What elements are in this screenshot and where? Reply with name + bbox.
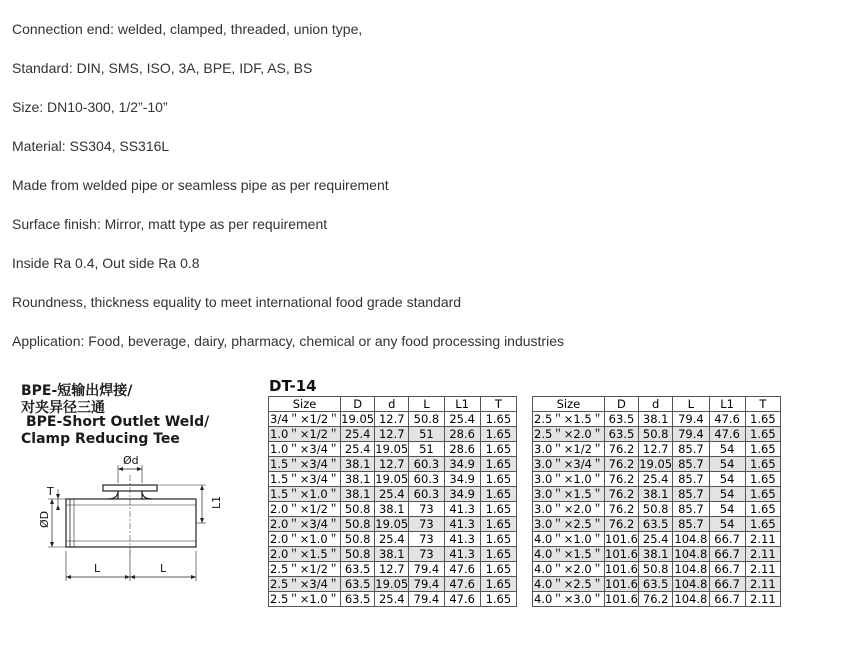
table-row [533,532,781,547]
table-cell: 1.65 [480,457,516,472]
table-row [533,427,781,442]
table-cell: 2.0＂×3/4＂ [270,517,340,531]
table-cell: 1.65 [745,442,780,457]
table-cell: 34.9 [444,487,480,502]
table-cell: 47.6 [444,592,480,607]
spec-connection-end: Connection end: welded, clamped, threaded, union type, [12,21,363,37]
spec-roundness: Roundness, thickness equality to meet international food grade standard [12,294,462,310]
header-t: T [480,397,516,412]
table-cell: 12.7 [375,412,409,427]
table-cell: 38.1 [639,487,673,502]
table-cell: 85.7 [673,517,709,532]
table-row [269,562,517,577]
table-cell: 2.5＂×1/2＂ [270,562,340,576]
table-cell: 2.5＂×1.0＂ [270,592,340,606]
table-cell: 1.65 [480,487,516,502]
table-cell: 1.65 [745,502,780,517]
table-cell: 63.5 [604,412,638,427]
table-cell: 4.0＂×2.0＂ [534,562,604,576]
table-cell: 79.4 [409,592,444,607]
table-cell: 1.65 [480,592,516,607]
table-cell: 1.5＂×3/4＂ [270,457,340,471]
table-cell: 50.8 [341,532,375,547]
table-cell: 50.8 [409,412,444,427]
table-cell: 79.4 [409,562,444,577]
table-cell: 63.5 [341,592,375,607]
table-cell: 76.2 [639,592,673,607]
table-cell: 66.7 [709,577,745,592]
table-cell: 1.65 [480,517,516,532]
table-cell: 12.7 [375,457,409,472]
table-cell: 1.65 [480,577,516,592]
table-cell: 47.6 [709,427,745,442]
table-cell: 54 [709,502,745,517]
table-cell: 41.3 [444,517,480,532]
table-cell: 2.5＂×2.0＂ [534,427,604,441]
table-cell: 1.65 [480,562,516,577]
table-cell: 12.7 [639,442,673,457]
table-row [269,487,517,502]
table-row [533,517,781,532]
table-cell: 3.0＂×3/4＂ [534,457,604,471]
table-cell: 1.65 [480,412,516,427]
table-cell: 25.4 [341,427,375,442]
table-row [269,427,517,442]
table-cell: 1.0＂×1/2＂ [270,427,340,441]
table-cell: 104.8 [674,562,708,576]
table-cell: 101.6 [605,562,638,576]
table-cell: 38.1 [375,547,409,562]
table-cell: 47.6 [709,412,745,427]
table-cell: 54 [709,487,745,502]
header-size: Size [533,397,605,412]
table-cell: 1.5＂×3/4＂ [270,472,340,486]
table-cell: 79.4 [673,412,709,427]
spec-surface-finish: Surface finish: Mirror, matt type as per requirement [12,216,328,232]
spec-size: Size: DN10-300, 1/2”-10” [12,99,168,115]
table-cell: 4.0＂×2.5＂ [534,577,604,591]
header-l: L [409,397,444,412]
table-cell: 1.65 [480,472,516,487]
diagram-title-en-1: BPE-Short Outlet Weld/ [26,414,210,430]
table-cell: 50.8 [639,562,673,577]
spec-standard: Standard: DIN, SMS, ISO, 3A, BPE, IDF, AS, BS [12,60,313,76]
table-cell: 38.1 [375,502,409,517]
table-cell: 85.7 [673,442,709,457]
table-cell: 66.7 [709,547,745,562]
table-cell: 85.7 [673,487,709,502]
table-cell: 101.6 [605,592,638,606]
table-cell: 104.8 [674,547,708,561]
table-cell: 19.05 [375,577,409,591]
table-cell: 104.8 [674,592,708,606]
table-cell: 3.0＂×1.0＂ [534,472,604,486]
table-cell: 38.1 [341,472,375,487]
table-cell: 1.65 [745,517,780,532]
diagram-title-cn-1: BPE-短输出焊接/ [21,383,133,399]
table-cell: 25.4 [375,487,409,502]
table-cell: 19.05 [639,457,673,471]
table-cell: 3.0＂×1/2＂ [534,442,604,456]
table-cell: 1.65 [480,442,516,457]
table-row [533,412,781,427]
table-cell: 50.8 [639,502,673,517]
table-row [533,502,781,517]
table-row [269,502,517,517]
table-cell: 2.11 [745,562,780,577]
table-cell: 76.2 [604,472,638,487]
table-cell: 25.4 [375,592,409,607]
table-cell: 1.65 [480,502,516,517]
table-row [269,472,517,487]
table-cell: 28.6 [444,427,480,442]
spec-made-from: Made from welded pipe or seamless pipe as per requirement [12,177,389,193]
table-cell: 76.2 [604,517,638,532]
table-cell: 79.4 [673,427,709,442]
table-cell: 76.2 [604,442,638,457]
table-cell: 50.8 [341,517,375,532]
table-cell: 60.3 [409,472,444,487]
table-cell: 3.0＂×1.5＂ [534,487,604,501]
spec-roughness: Inside Ra 0.4, Out side Ra 0.8 [12,255,200,271]
table-cell: 19.05 [375,442,409,456]
table-cell: 63.5 [639,517,673,532]
table-cell: 41.3 [444,532,480,547]
table-row [533,457,781,472]
table-cell: 4.0＂×1.5＂ [534,547,604,561]
table-row [269,577,517,592]
table-cell: 76.2 [604,487,638,502]
table-cell: 54 [709,457,745,472]
table-cell: 38.1 [639,412,673,427]
table-cell: 1.0＂×3/4＂ [270,442,340,456]
table-cell: 1.65 [745,472,780,487]
table-row [533,577,781,592]
diagram-title-cn-2: 对夹异径三通 [21,400,105,416]
table-cell: 50.8 [639,427,673,442]
table-cell: 101.6 [605,532,638,546]
table-cell: 41.3 [444,502,480,517]
table-row [269,517,517,532]
table-cell: 63.5 [639,577,673,592]
table-row [533,487,781,502]
table-row [533,562,781,577]
table-cell: 2.11 [745,547,780,562]
table-cell: 4.0＂×3.0＂ [534,592,604,606]
table-cell: 25.4 [341,442,375,457]
table-cell: 2.0＂×1.5＂ [270,547,340,561]
table-cell: 2.0＂×1.0＂ [270,532,340,546]
header-d-outer: D [341,397,375,412]
table-cell: 63.5 [341,562,375,577]
table-cell: 2.11 [745,577,780,592]
table-cell: 73 [409,502,444,517]
table-row [269,457,517,472]
header-d-outer: D [604,397,638,412]
table-cell: 2.11 [745,532,780,547]
table-cell: 104.8 [674,577,708,591]
table-cell: 54 [709,442,745,457]
table-cell: 50.8 [341,502,375,517]
table-cell: 73 [409,517,444,532]
table-cell: 60.3 [409,457,444,472]
header-l1: L1 [444,397,480,412]
label-small-d: Ød [123,455,139,467]
table-row [533,547,781,562]
tee-drawing [30,455,230,585]
table-cell: 3.0＂×2.5＂ [534,517,604,531]
table-row [269,412,517,427]
table-cell: 85.7 [673,472,709,487]
table-cell: 1.65 [480,532,516,547]
label-l-right: L [160,562,167,575]
table-row [269,532,517,547]
table-cell: 73 [409,532,444,547]
table-cell: 38.1 [341,457,375,472]
table-cell: 38.1 [341,487,375,502]
table-cell: 79.4 [409,577,444,592]
table-cell: 34.9 [444,472,480,487]
model-number: DT-14 [269,377,317,395]
table-cell: 19.05 [341,412,375,426]
table-cell: 101.6 [605,577,638,591]
table-cell: 47.6 [444,577,480,592]
table-cell: 1.65 [480,547,516,562]
table-cell: 12.7 [375,427,409,442]
table-cell: 25.4 [639,472,673,487]
table-cell: 66.7 [709,562,745,577]
table-cell: 3.0＂×2.0＂ [534,502,604,516]
table-cell: 47.6 [444,562,480,577]
table-row [533,472,781,487]
table-cell: 28.6 [444,442,480,457]
table-cell: 1.5＂×1.0＂ [270,487,340,501]
table-cell: 19.05 [375,517,409,531]
table-cell: 2.5＂×3/4＂ [270,577,340,591]
spec-application: Application: Food, beverage, dairy, pharmacy, chemical or any food processing industries [12,333,564,349]
table-cell: 63.5 [604,427,638,442]
spec-table-left [268,396,517,607]
table-row [269,592,517,607]
header-d-inner: d [639,397,673,412]
table-cell: 73 [409,547,444,562]
table-cell: 76.2 [604,457,638,472]
table-cell: 41.3 [444,547,480,562]
label-l-left: L [94,562,101,575]
table-cell: 50.8 [341,547,375,562]
header-t: T [745,397,780,412]
table-cell: 4.0＂×1.0＂ [534,532,604,546]
table-row [533,442,781,457]
diagram-title-en-2: Clamp Reducing Tee [21,431,180,447]
table-cell: 25.4 [639,532,673,547]
table-cell: 66.7 [709,532,745,547]
table-cell: 54 [709,517,745,532]
table-cell: 85.7 [673,457,709,472]
table-cell: 1.65 [480,427,516,442]
table-cell: 1.65 [745,487,780,502]
header-d-inner: d [375,397,409,412]
label-l1: L1 [210,495,223,509]
table-row [533,592,781,607]
table-cell: 2.11 [745,592,780,607]
table-cell: 104.8 [674,532,708,546]
table-cell: 38.1 [639,547,673,562]
table-cell: 63.5 [341,577,375,592]
table-cell: 51 [409,427,444,442]
spec-table-right [532,396,781,607]
table-cell: 51 [409,442,444,457]
table-cell: 2.5＂×1.5＂ [534,412,604,426]
label-big-d: ØD [38,510,51,528]
table-cell: 66.7 [709,592,745,607]
label-t: T [47,485,54,498]
table-cell: 25.4 [375,532,409,547]
table-cell: 12.7 [375,562,409,577]
spec-material: Material: SS304, SS316L [12,138,170,154]
table-cell: 60.3 [409,487,444,502]
table-cell: 2.0＂×1/2＂ [270,502,340,516]
table-cell: 34.9 [444,457,480,472]
table-cell: 3/4＂×1/2＂ [270,412,340,426]
header-l: L [673,397,709,412]
table-cell: 19.05 [375,472,409,486]
table-cell: 101.6 [605,547,638,561]
header-size: Size [269,397,341,412]
table-row [269,547,517,562]
table-cell: 76.2 [604,502,638,517]
table-cell: 85.7 [673,502,709,517]
table-cell: 1.65 [745,427,780,442]
table-cell: 25.4 [444,412,480,427]
table-row [269,442,517,457]
table-cell: 54 [709,472,745,487]
table-cell: 1.65 [745,412,780,427]
table-cell: 1.65 [745,457,780,472]
header-l1: L1 [709,397,745,412]
